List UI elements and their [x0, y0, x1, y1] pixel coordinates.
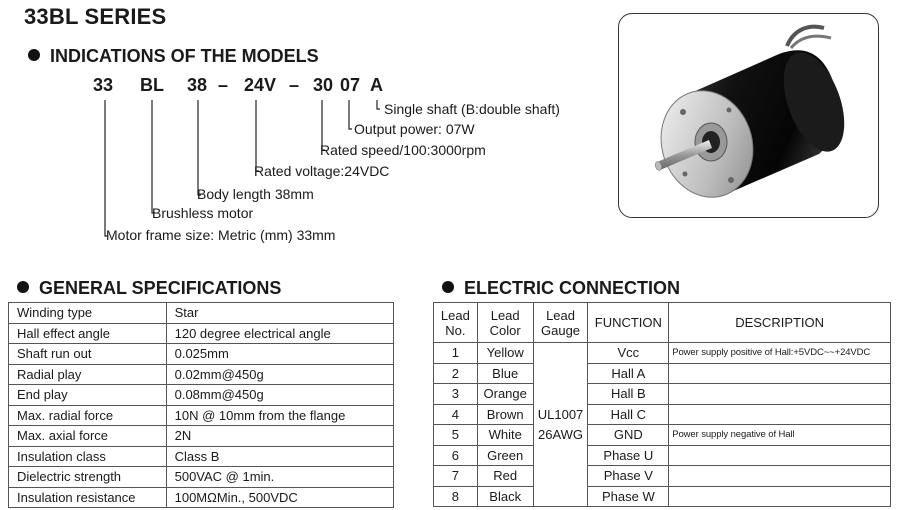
lead-color: Blue [477, 363, 533, 384]
leader-shaft [377, 100, 380, 109]
code-speed: 30 [313, 75, 334, 95]
leader-frame [105, 100, 108, 236]
lead-no: 7 [434, 466, 478, 487]
motor-photo [618, 13, 879, 218]
lead-no: 6 [434, 445, 478, 466]
lead-color: Brown [477, 404, 533, 425]
lead-gauge: UL1007 26AWG [533, 343, 588, 507]
lead-no: 1 [434, 343, 478, 364]
function: GND [588, 425, 669, 446]
table-row [9, 385, 394, 406]
description [669, 486, 891, 507]
spec-name: Insulation resistance [9, 487, 167, 508]
spec-name: End play [9, 385, 167, 406]
function: Phase U [588, 445, 669, 466]
spec-name: Shaft run out [9, 344, 167, 365]
lead-no: 5 [434, 425, 478, 446]
description [669, 445, 891, 466]
spec-value: 10N @ 10mm from the flange [166, 405, 393, 426]
bullet-icon [17, 281, 29, 293]
label-power: Output power: 07W [354, 121, 475, 137]
spec-value: 100MΩMin., 500VDC [166, 487, 393, 508]
spec-name: Radial play [9, 364, 167, 385]
spec-value: 2N [166, 426, 393, 447]
code-frame: 33 [93, 75, 114, 95]
table-row [434, 445, 891, 466]
code-length: 38 [187, 75, 208, 95]
page-title: 33BL SERIES [24, 4, 167, 29]
section-electric [442, 278, 680, 299]
table-row [9, 323, 394, 344]
electric-connection-table [433, 302, 891, 507]
table-row [434, 343, 891, 364]
lead-no: 3 [434, 384, 478, 405]
table-row [434, 384, 891, 405]
lead-no: 4 [434, 404, 478, 425]
description [669, 466, 891, 487]
header-description: DESCRIPTION [669, 303, 891, 343]
table-row [434, 404, 891, 425]
lead-no: 2 [434, 363, 478, 384]
section-general-title: GENERAL SPECIFICATIONS [39, 278, 282, 298]
code-shaft: A [370, 75, 383, 95]
label-shaft: Single shaft (B:double shaft) [384, 101, 560, 117]
lead-color: Orange [477, 384, 533, 405]
table-row [434, 466, 891, 487]
function: Hall B [588, 384, 669, 405]
table-row [434, 425, 891, 446]
spec-value: 0.025mm [166, 344, 393, 365]
description: Power supply negative of Hall [669, 425, 891, 446]
lead-color: White [477, 425, 533, 446]
lead-color: Yellow [477, 343, 533, 364]
label-body: Body length 38mm [197, 186, 314, 202]
table-row [434, 486, 891, 507]
motor-image [619, 14, 878, 217]
header-lead-no: Lead No. [434, 303, 478, 343]
spec-value: Star [166, 303, 393, 324]
table-row [9, 344, 394, 365]
table-row [9, 426, 394, 447]
function: Vcc [588, 343, 669, 364]
description [669, 384, 891, 405]
table-row [9, 487, 394, 508]
spec-value: Class B [166, 446, 393, 467]
section-electric-title: ELECTRIC CONNECTION [464, 278, 680, 298]
bullet-icon [442, 281, 454, 293]
description: Power supply positive of Hall:+5VDC~~+24VDC [669, 343, 891, 364]
label-voltage: Rated voltage:24VDC [254, 163, 390, 179]
header-lead-color: Lead Color [477, 303, 533, 343]
lead-color: Red [477, 466, 533, 487]
lead-color: Black [477, 486, 533, 507]
label-frame: Motor frame size: Metric (mm) 33mm [106, 227, 336, 243]
code-voltage: 24V [244, 75, 277, 95]
section-indications-title: INDICATIONS OF THE MODELS [50, 46, 319, 66]
leader-voltage [256, 100, 259, 171]
code-dash-2: – [289, 75, 300, 95]
function: Phase W [588, 486, 669, 507]
table-row [9, 303, 394, 324]
spec-name: Hall effect angle [9, 323, 167, 344]
code-type: BL [140, 75, 164, 95]
table-row [9, 467, 394, 488]
spec-value: 500VAC @ 1min. [166, 467, 393, 488]
function: Phase V [588, 466, 669, 487]
leader-body [198, 100, 201, 195]
table-row [434, 363, 891, 384]
label-motor: Brushless motor [152, 205, 254, 221]
spec-value: 0.02mm@450g [166, 364, 393, 385]
function: Hall A [588, 363, 669, 384]
spec-name: Insulation class [9, 446, 167, 467]
general-specs-table [8, 302, 394, 508]
description [669, 404, 891, 425]
table-row [9, 364, 394, 385]
header-lead-gauge: Lead Gauge [533, 303, 588, 343]
spec-value: 120 degree electrical angle [166, 323, 393, 344]
spec-name: Max. axial force [9, 426, 167, 447]
table-row [9, 405, 394, 426]
header-function: FUNCTION [588, 303, 669, 343]
code-power: 07 [340, 75, 361, 95]
spec-value: 0.08mm@450g [166, 385, 393, 406]
code-dash-1: – [218, 75, 229, 95]
lead-no: 8 [434, 486, 478, 507]
table-row [9, 446, 394, 467]
function: Hall C [588, 404, 669, 425]
leader-lines [0, 0, 600, 260]
spec-name: Winding type [9, 303, 167, 324]
section-general [17, 278, 281, 299]
label-speed: Rated speed/100:3000rpm [320, 142, 486, 158]
leader-motor [152, 100, 155, 213]
spec-name: Dielectric strength [9, 467, 167, 488]
leader-power [349, 100, 352, 129]
spec-name: Max. radial force [9, 405, 167, 426]
lead-color: Green [477, 445, 533, 466]
description [669, 363, 891, 384]
